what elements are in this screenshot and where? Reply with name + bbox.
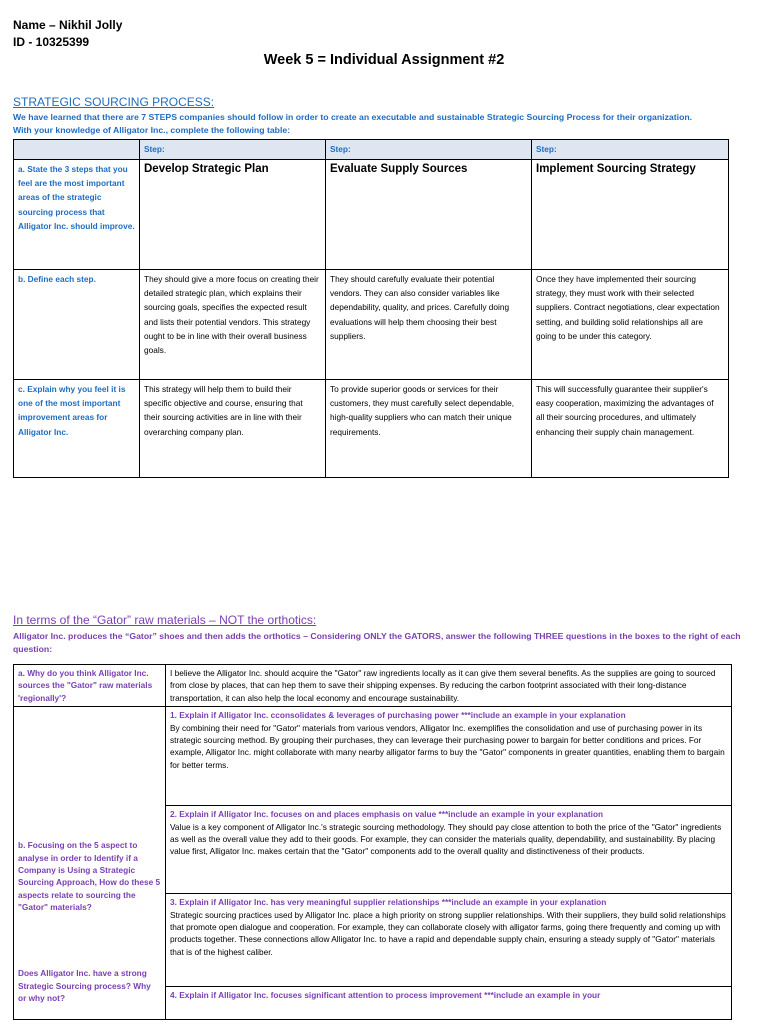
student-name: Name – Nikhil Jolly <box>13 18 123 32</box>
question-a-answer: I believe the Alligator Inc. should acquire the "Gator" raw ingredients locally as it can give them several benefits. As the supplies are going to sourced from close by places, that can hep them to save their shipping expenses. By reducing the carbon footprint associated with their long-distance transportation, it can also help the local economy and encourage sustainability. <box>166 665 732 707</box>
aspect-3-body: Strategic sourcing practices used by Alligator Inc. place a high priority on strong supplier relationships. With their suppliers, they build solid relationships that promote open dialogue and cooperation. For example, they can collaborate closely with alligator farms, going there frequently and coming up with products together. These connections allow Alligator Inc. to have a rapid and dependable supply chain, ensuring a steady supply of "Gator" materials that is of the highest caliber. <box>170 909 726 957</box>
row-b-cell-1: They should give a more focus on creating their detailed strategic plan, which explains their sourcing goals, specifies the expected result and lists their potential vendors. This strategy ought to be in line with their overall business goals. <box>140 270 326 380</box>
step-name-2: Evaluate Supply Sources <box>326 160 532 270</box>
page-title: Week 5 = Individual Assignment #2 <box>263 52 505 68</box>
header-empty-cell <box>14 140 140 160</box>
row-c-label: c. Explain why you feel it is one of the most important improvement areas for Alligator Inc. <box>14 380 140 478</box>
question-b-followup: Does Alligator Inc. have a strong Strategic Sourcing process? Why or why not? <box>18 968 151 1004</box>
section1-heading: STRATEGIC SOURCING PROCESS: <box>13 95 215 109</box>
table-row-a <box>14 160 729 270</box>
step-name-1: Develop Strategic Plan <box>140 160 326 270</box>
question-b-answers <box>166 707 732 1020</box>
aspect-1-title: 1. Explain if Alligator Inc. cconsolidates & leverages of purchasing power ***include an example in your explanation <box>170 710 626 721</box>
section2-intro: Alligator Inc. produces the “Gator” shoes and then adds the orthotics – Considering ONLY the GATORS, answer the following THREE questions in the boxes to the right of each question: <box>13 631 741 654</box>
row-b-cell-3: Once they have implemented their sourcing strategy, they must work with their selected suppliers. Contract negotiations, clear expectation setting, and building solid relationships all are going to be under this category. <box>532 270 729 380</box>
table-header-row <box>14 140 729 160</box>
step-tag-1: Step: <box>140 140 326 160</box>
aspect-block-4 <box>166 987 731 1019</box>
question-a-label: a. Why do you think Alligator Inc. sources the "Gator" raw materials 'regionally'? <box>14 665 166 707</box>
question-b-label-cell <box>14 707 166 1020</box>
aspect-4-title: 4. Explain if Alligator Inc. focuses significant attention to process improvement ***include an example in your <box>170 990 601 1001</box>
step-tag-2: Step: <box>326 140 532 160</box>
aspect-3-title: 3. Explain if Alligator Inc. has very meaningful supplier relationships ***include an example in your explanation <box>170 897 607 908</box>
section2-heading: In terms of the “Gator” raw materials – NOT the orthotics: <box>13 613 317 627</box>
aspect-block-3 <box>166 894 731 987</box>
row-b-cell-2: They should carefully evaluate their potential vendors. They can also consider variables like dependability, quality, and prices. Carefully doing evaluations will help them choosing their best suppliers. <box>326 270 532 380</box>
step-name-3: Implement Sourcing Strategy <box>532 160 729 270</box>
question-b-label: b. Focusing on the 5 aspect to analyse in order to Identify if a Company is Using a Strategic Sourcing Approach, How do these 5 aspects relate to sourcing the "Gator" materials? <box>18 840 161 913</box>
table-row-b <box>14 270 729 380</box>
question-b-row <box>14 707 732 1020</box>
section1-intro-line1: We have learned that there are 7 STEPS companies should follow in order to create an executable and sustainable Strategic Sourcing Process for their organization. <box>13 112 693 122</box>
section1-intro-line2: With your knowledge of Alligator Inc., complete the following table: <box>13 125 291 135</box>
strategic-sourcing-table <box>13 139 729 478</box>
aspect-block-1 <box>166 707 731 806</box>
row-b-label: b. Define each step. <box>14 270 140 380</box>
row-c-cell-1: This strategy will help them to build their specific objective and course, ensuring that their sourcing activities are in line with their overarching company plan. <box>140 380 326 478</box>
aspect-1-body: By combining their need for "Gator" materials from various vendors, Alligator Inc. exemplifies the consolidation and use of purchasing power in its strategic sourcing method. By grouping their purchases, they can leverage their purchasing power to bargain for better conditions and prices. For example, Alligator Inc. might collaborate with many nearby alligator farms to buy the "Gator" components in greater quantities, enabling them to bargain for better terms. <box>170 722 725 770</box>
aspect-block-2 <box>166 806 731 894</box>
aspect-2-title: 2. Explain if Alligator Inc. focuses on and places emphasis on value ***include an example in your explanation <box>170 809 604 820</box>
table-row-c <box>14 380 729 478</box>
gator-questions-table <box>13 664 732 1020</box>
row-c-cell-2: To provide superior goods or services for their customers, they must carefully select dependable, high-quality suppliers who can match their unique requirements. <box>326 380 532 478</box>
aspect-2-body: Value is a key component of Alligator Inc.'s strategic sourcing methodology. They should pay close attention to both the price of the "Gator" ingredients as well as the overall value they add to their goods. For example, they can consider the materials quality, dependability, and sustainability. By placing value first, Alligator Inc. makes certain that the "Gator" components add to the overall quality and distinctiveness of their products. <box>170 821 722 857</box>
row-c-cell-3: This will successfully guarantee their supplier's easy cooperation, maximizing the advantages of all their sourcing procedures, and ultimately enhancing their supply chain management. <box>532 380 729 478</box>
step-tag-3: Step: <box>532 140 729 160</box>
question-a-row <box>14 665 732 707</box>
student-id: ID - 10325399 <box>13 35 90 49</box>
row-a-label: a. State the 3 steps that you feel are the most important areas of the strategic sourcing process that Alligator Inc. should improve. <box>14 160 140 270</box>
